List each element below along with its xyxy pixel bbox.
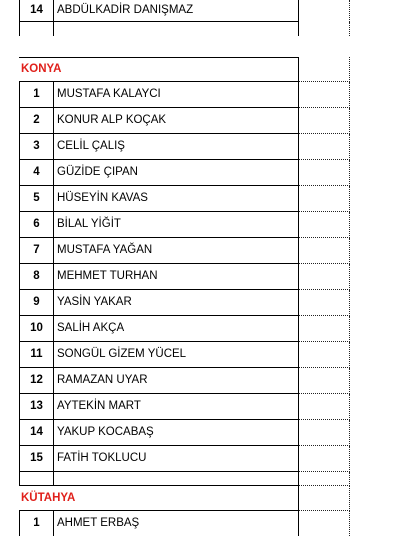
row-number: 14 bbox=[20, 0, 54, 21]
blank-cell bbox=[299, 22, 350, 36]
row-number: 10 bbox=[20, 316, 54, 341]
candidate-name: SONGÜL GİZEM YÜCEL bbox=[57, 348, 187, 360]
table-row bbox=[19, 342, 299, 368]
row-number: 6 bbox=[20, 212, 54, 237]
candidate-name: MEHMET TURHAN bbox=[57, 270, 158, 282]
blank-row bbox=[19, 472, 299, 486]
candidate-name: YASİN YAKAR bbox=[57, 296, 132, 308]
candidate-name: HÜSEYİN KAVAS bbox=[57, 192, 148, 204]
table-row bbox=[19, 394, 299, 420]
candidate-name: MUSTAFA KALAYCI bbox=[57, 88, 161, 100]
blank-cell bbox=[299, 108, 350, 134]
blank-cell bbox=[299, 472, 350, 486]
table-row bbox=[19, 186, 299, 212]
blank-cell bbox=[299, 238, 350, 264]
blank-cell bbox=[299, 212, 350, 238]
candidate-name: MUSTAFA YAĞAN bbox=[57, 244, 153, 256]
row-number: 13 bbox=[20, 394, 54, 419]
blank-cell bbox=[299, 368, 350, 394]
table-row bbox=[19, 420, 299, 446]
row-number: 3 bbox=[20, 134, 54, 159]
candidate-name: GÜZİDE ÇIPAN bbox=[57, 166, 138, 178]
blank-cell bbox=[299, 511, 350, 536]
table-row bbox=[19, 264, 299, 290]
row-number: 11 bbox=[20, 342, 54, 367]
blank-cell bbox=[299, 160, 350, 186]
blank-cell bbox=[299, 264, 350, 290]
candidate-name: BİLAL YİĞİT bbox=[57, 218, 121, 230]
blank-cell bbox=[299, 0, 350, 22]
candidate-name: AYTEKİN MART bbox=[57, 400, 141, 412]
candidate-name: KONUR ALP KOÇAK bbox=[57, 114, 167, 126]
blank-cell bbox=[299, 342, 350, 368]
table-row bbox=[19, 446, 299, 472]
blank-cell bbox=[299, 446, 350, 472]
row-number: 15 bbox=[20, 446, 54, 471]
blank-cell bbox=[299, 316, 350, 342]
table-row bbox=[19, 212, 299, 238]
blank-number-cell bbox=[20, 22, 54, 36]
candidate-name: AHMET ERBAŞ bbox=[57, 517, 140, 529]
blank-cell bbox=[299, 486, 350, 511]
row-number: 7 bbox=[20, 238, 54, 263]
table-row bbox=[19, 511, 299, 536]
candidate-name: SALİH AKÇA bbox=[57, 322, 125, 334]
table-row bbox=[19, 316, 299, 342]
table-row bbox=[19, 108, 299, 134]
blank-cell bbox=[299, 290, 350, 316]
row-number: 2 bbox=[20, 108, 54, 133]
row-number: 9 bbox=[20, 290, 54, 315]
row-number: 1 bbox=[20, 82, 54, 107]
table-row bbox=[19, 238, 299, 264]
row-number: 8 bbox=[20, 264, 54, 289]
table-row bbox=[19, 82, 299, 108]
table-row bbox=[19, 368, 299, 394]
blank-cell bbox=[299, 394, 350, 420]
blank-row bbox=[19, 22, 299, 36]
province-header-row bbox=[19, 486, 299, 511]
table-row bbox=[19, 290, 299, 316]
province-header: KÜTAHYA bbox=[21, 492, 76, 504]
row-number: 1 bbox=[20, 511, 54, 536]
blank-cell bbox=[299, 82, 350, 108]
table-row bbox=[19, 160, 299, 186]
candidate-name: CELİL ÇALIŞ bbox=[57, 140, 125, 152]
candidate-name: RAMAZAN UYAR bbox=[57, 374, 148, 386]
candidate-name: YAKUP KOCABAŞ bbox=[57, 426, 154, 438]
row-number: 5 bbox=[20, 186, 54, 211]
candidate-name: FATİH TOKLUCU bbox=[57, 452, 147, 464]
province-header-row bbox=[19, 57, 299, 82]
candidate-name: ABDÜLKADİR DANIŞMAZ bbox=[57, 4, 194, 16]
row-number: 14 bbox=[20, 420, 54, 445]
blank-cell bbox=[299, 186, 350, 212]
blank-cell bbox=[299, 420, 350, 446]
row-number: 4 bbox=[20, 160, 54, 185]
table-row bbox=[19, 134, 299, 160]
blank-number-cell bbox=[20, 472, 54, 485]
table-row bbox=[19, 0, 299, 22]
province-header: KONYA bbox=[21, 63, 62, 75]
blank-cell bbox=[299, 134, 350, 160]
row-number: 12 bbox=[20, 368, 54, 393]
blank-cell bbox=[299, 57, 350, 82]
